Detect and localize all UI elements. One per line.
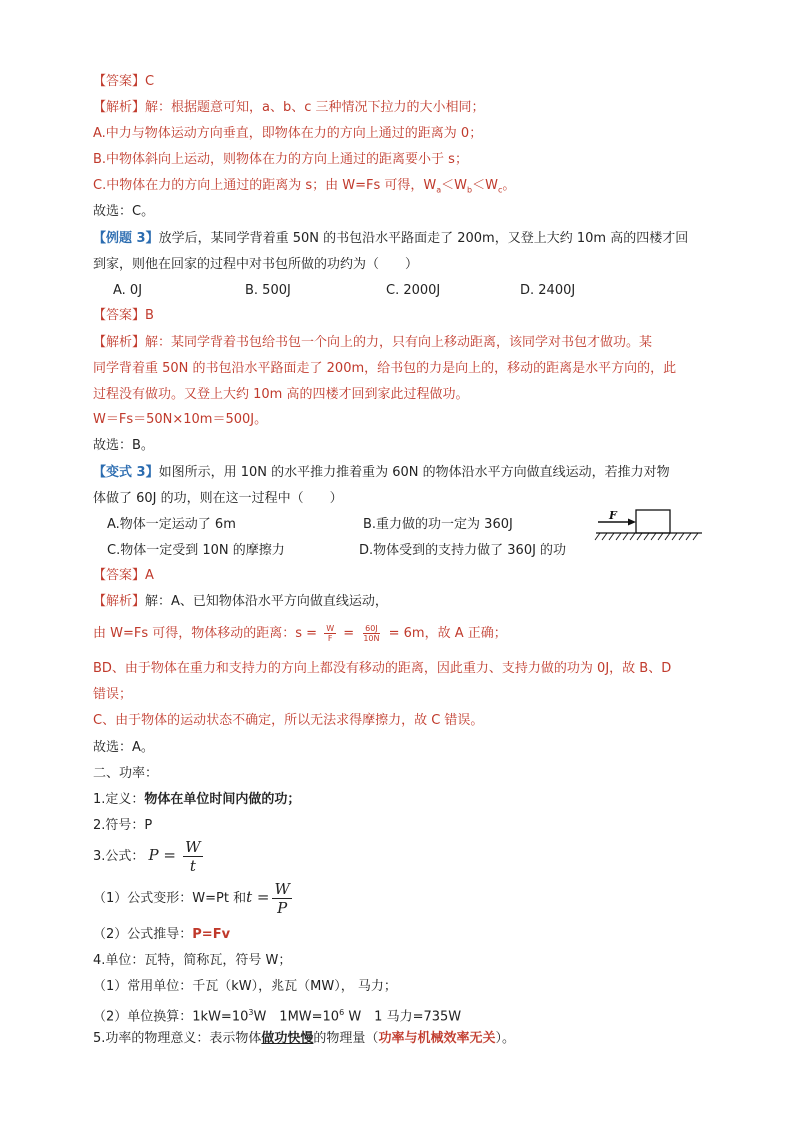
example3-answer-line bbox=[93, 307, 154, 325]
variant3-option-b: B.重力做的功一定为 360J bbox=[363, 517, 513, 532]
fraction-60j-over-10n bbox=[361, 624, 381, 643]
example3-analysis-line2: 同学背着重 50N 的书包沿水平路面走了 200m，给书包的力是向上的，移动的距离是水平方向的，此 bbox=[93, 361, 677, 376]
meaning-text-2: 的物理量（ bbox=[313, 1031, 379, 1046]
force-diagram bbox=[594, 505, 704, 547]
variant3-analysis-line1 bbox=[93, 593, 388, 611]
variant-1-label: （1）公式变形：W=Pt 和 bbox=[93, 891, 247, 906]
variant3-question-text1: 如图所示，用 10N 的水平推力推着重为 60N 的物体沿水平方向做直线运动，若推力对物 bbox=[158, 465, 670, 480]
fraction-numerator: 60J bbox=[365, 624, 378, 633]
example3-option-c: C. 2000J bbox=[386, 283, 441, 298]
fraction-denominator: 10N bbox=[363, 634, 380, 643]
definition-text: 物体在单位时间内做的功； bbox=[144, 792, 301, 807]
analysis-tag: 【解析】 bbox=[93, 100, 146, 115]
power-definition bbox=[93, 791, 300, 809]
example3-option-a: A. 0J bbox=[113, 283, 143, 298]
fraction-w-over-t bbox=[183, 838, 202, 875]
meaning-text-1: 5.功率的物理意义：表示物体 bbox=[93, 1031, 262, 1046]
answer-tag: 【答案】 bbox=[93, 308, 146, 323]
fraction-w-over-f bbox=[324, 624, 336, 643]
fraction-numerator: W bbox=[185, 838, 201, 856]
formula-label: 3.公式： bbox=[93, 849, 145, 864]
meaning-emphasis: 做功快慢 bbox=[261, 1031, 314, 1046]
variant-1-lhs: t = bbox=[246, 888, 270, 906]
fraction-numerator: W bbox=[274, 880, 290, 898]
example3-formula: W＝Fs＝50N×10m＝500J。 bbox=[93, 412, 268, 427]
meaning-note: 功率与机械效率无关 bbox=[378, 1031, 496, 1046]
analysis-line-c bbox=[93, 177, 515, 200]
variant3-analysis-line3: BD、由于物体在重力和支持力的方向上都没有移动的距离，因此重力、支持力做的功为 0J，故 B、D bbox=[93, 661, 672, 676]
answer-line bbox=[93, 73, 154, 91]
unit-line: 4.单位：瓦特，简称瓦，符号 W； bbox=[93, 953, 292, 968]
line-c-lt1: ＜W bbox=[441, 178, 467, 193]
block bbox=[636, 510, 670, 533]
subscript-c: c bbox=[497, 185, 503, 195]
exponent-3: 3 bbox=[248, 1008, 254, 1017]
equals-sign: = bbox=[343, 626, 355, 641]
line-c-end: 。 bbox=[502, 178, 516, 193]
answer-value: A bbox=[145, 568, 154, 583]
variant3-analysis-line2 bbox=[93, 624, 507, 643]
analysis-text: 解：某同学背着书包给书包一个向上的力，只有向上移动距离，该同学对书包才做功。某 bbox=[145, 335, 653, 350]
variant-2-label: （2）公式推导： bbox=[93, 927, 193, 942]
power-meaning bbox=[93, 1030, 515, 1048]
definition-label: 1.定义： bbox=[93, 792, 145, 807]
line-c-lt2: ＜W bbox=[472, 178, 498, 193]
fraction-w-over-p bbox=[272, 880, 291, 917]
distance-text: 由 W=Fs 可得，物体移动的距离：s = bbox=[93, 626, 318, 641]
example3-choice: 故选：B。 bbox=[93, 438, 154, 453]
analysis-line-b: B.中物体斜向上运动，则物体在力的方向上通过的距离要小于 s； bbox=[93, 152, 468, 167]
fraction-denominator: F bbox=[327, 634, 333, 643]
answer-tag: 【答案】 bbox=[93, 568, 146, 583]
force-label: F bbox=[609, 509, 617, 522]
analysis-intro-line bbox=[93, 99, 485, 117]
conversion-text-3: W 1 马力=735W bbox=[344, 1009, 462, 1025]
common-units: （1）常用单位：千瓦（kW），兆瓦（MW）， 马力； bbox=[93, 979, 397, 994]
example3-option-d: D. 2400J bbox=[520, 283, 576, 298]
fraction-denominator: t bbox=[189, 857, 196, 875]
example3-option-b: B. 500J bbox=[245, 283, 291, 298]
conversion-text-1: （2）单位换算：1kW=10 bbox=[93, 1009, 249, 1025]
fraction-numerator: W bbox=[326, 624, 335, 633]
variant3-question-line2: 体做了 60J 的功，则在这一过程中（ ） bbox=[93, 491, 343, 506]
formula-variant-1 bbox=[93, 880, 295, 917]
distance-result: = 6m，故 A 正确； bbox=[388, 626, 507, 641]
variant3-choice: 故选：A。 bbox=[93, 740, 154, 755]
answer-value: C bbox=[145, 74, 155, 89]
variant3-answer-line bbox=[93, 567, 154, 585]
analysis-line-a: A.中力与物体运动方向垂直，即物体在力的方向上通过的距离为 0； bbox=[93, 126, 483, 141]
example3-question-line2: 到家，则他在回家的过程中对书包所做的功约为（ ） bbox=[93, 257, 419, 272]
variant3-question-line1 bbox=[93, 464, 670, 482]
meaning-text-3: ）。 bbox=[495, 1031, 515, 1046]
ground-hatching bbox=[595, 533, 698, 540]
example3-analysis-line3: 过程没有做功。又登上大约 10m 高的四楼才回到家此过程做功。 bbox=[93, 387, 469, 402]
subscript-b: b bbox=[467, 185, 473, 195]
variant3-option-a: A.物体一定运动了 6m bbox=[107, 517, 236, 532]
power-heading: 二、功率： bbox=[93, 766, 159, 781]
subscript-a: a bbox=[436, 185, 442, 195]
fraction-denominator: P bbox=[277, 899, 288, 917]
variant3-analysis-line5: C、由于物体的运动状态不确定，所以无法求得摩擦力，故 C 错误。 bbox=[93, 713, 484, 728]
force-arrow-head bbox=[628, 519, 636, 526]
choice-line: 故选：C。 bbox=[93, 204, 155, 219]
variant3-option-c: C.物体一定受到 10N 的摩擦力 bbox=[107, 543, 285, 558]
analysis-tag: 【解析】 bbox=[93, 594, 146, 609]
analysis-text: 解：A、已知物体沿水平方向做直线运动， bbox=[145, 594, 388, 609]
answer-value: B bbox=[145, 308, 154, 323]
formula-lhs: P = bbox=[148, 846, 176, 864]
variant3-tag: 【变式 3】 bbox=[93, 465, 159, 480]
variant3-option-d: D.物体受到的支持力做了 360J 的功 bbox=[359, 543, 567, 558]
example3-tag: 【例题 3】 bbox=[93, 231, 159, 246]
unit-conversion bbox=[93, 1004, 461, 1026]
example3-analysis-line1 bbox=[93, 334, 652, 352]
answer-tag: 【答案】 bbox=[93, 74, 146, 89]
power-formula bbox=[93, 838, 206, 875]
formula-variant-2 bbox=[93, 926, 230, 944]
example3-question-line1 bbox=[93, 230, 688, 248]
exponent-6: 6 bbox=[339, 1008, 345, 1017]
variant-2-text: P=Fv bbox=[192, 927, 231, 942]
variant3-analysis-line4: 错误； bbox=[93, 687, 133, 702]
power-symbol: 2.符号：P bbox=[93, 818, 153, 833]
example3-question-text1: 放学后，某同学背着重 50N 的书包沿水平路面走了 200m，又登上大约 10m 高的四楼才回 bbox=[158, 231, 689, 246]
analysis-text: 解：根据题意可知，a、b、c 三种情况下拉力的大小相同； bbox=[145, 100, 485, 115]
conversion-text-2: W 1MW=10 bbox=[253, 1009, 340, 1025]
line-c-text: C.中物体在力的方向上通过的距离为 s；由 W=Fs 可得，W bbox=[93, 178, 437, 193]
analysis-tag: 【解析】 bbox=[93, 335, 146, 350]
